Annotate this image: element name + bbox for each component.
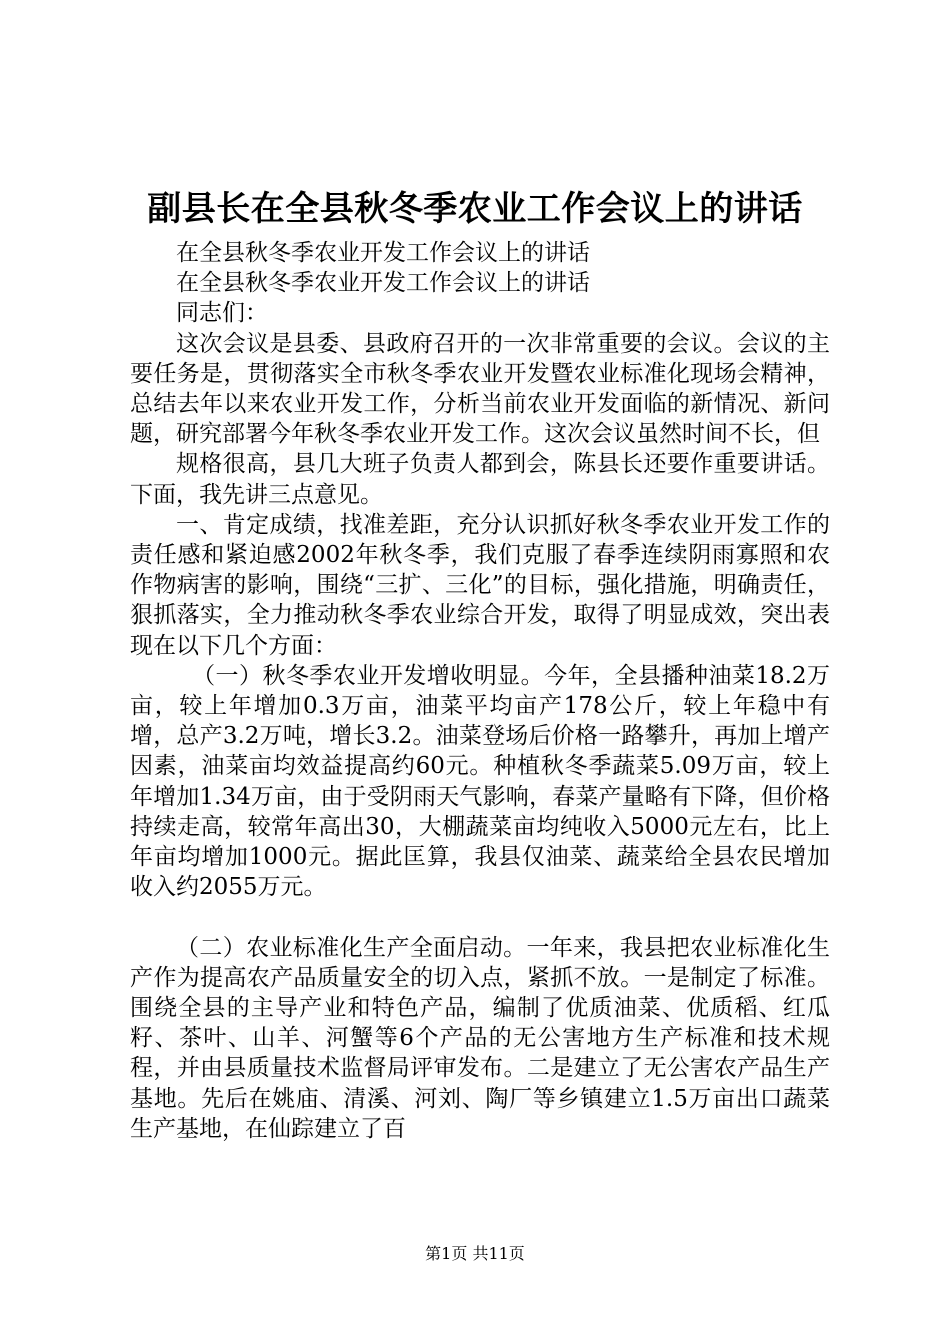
subsection-paragraph: （一）秋冬季农业开发增收明显。今年，全县播种油菜18.2万亩，较上年增加0.3万亩，油菜平均亩产178公斤，较上年稳中有增，总产3.2万吨，增长3.2。油菜登场后价格一路攀升，再加上增产因素，油菜亩均效益提高约60元。种植秋冬季蔬菜5.09万亩，较上年增加1.34万亩，由于受阴雨天气影响，春菜产量略有下降，但价格持续走高，较常年高出30，大棚蔬菜亩均纯收入5000元左右，比上年亩均增加1000元。据此匡算，我县仅油菜、蔬菜给全县农民增加收入约2055万元。 xyxy=(130,662,830,901)
section-heading-paragraph: 一、肯定成绩，找准差距，充分认识抓好秋冬季农业开发工作的责任感和紧迫感2002年秋冬季，我们克服了春季连续阴雨寡照和农作物病害的影响，围绕“三扩、三化”的目标，强化措施，明确责任，狠抓落实，全力推动秋冬季农业综合开发，取得了明显成效，突出表现在以下几个方面： xyxy=(130,511,830,659)
body-paragraph: 规格很高，县几大班子负责人都到会，陈县长还要作重要讲话。下面，我先讲三点意见。 xyxy=(130,451,830,508)
subtitle-line: 在全县秋冬季农业开发工作会议上的讲话 xyxy=(176,240,590,266)
document-title: 副县长在全县秋冬季农业工作会议上的讲话 xyxy=(147,189,803,229)
subtitle-line: 在全县秋冬季农业开发工作会议上的讲话 xyxy=(176,270,590,297)
subsection-paragraph: （二）农业标准化生产全面启动。一年来，我县把农业标准化生产作为提高农产品质量安全的切入点，紧抓不放。一是制定了标准。围绕全县的主导产业和特色产品，编制了优质油菜、优质稻、红瓜籽、茶叶、山羊、河蟹等6个产品的无公害地方生产标准和技术规程，并由县质量技术监督局评审发布。二是建立了无公害农产品生产基地。先后在姚庙、清溪、河刘、陶厂等乡镇建立1.5万亩出口蔬菜生产基地，在仙踪建立了百 xyxy=(130,934,830,1142)
page-footer: 第1页 共11页 xyxy=(425,1244,525,1263)
salutation: 同志们： xyxy=(176,300,268,327)
body-paragraph: 这次会议是县委、县政府召开的一次非常重要的会议。会议的主要任务是，贯彻落实全市秋冬季农业开发暨农业标准化现场会精神，总结去年以来农业开发工作，分析当前农业开发面临的新情况、新问题，研究部署今年秋冬季农业开发工作。这次会议虽然时间不长，但 xyxy=(130,330,830,448)
document-body xyxy=(130,238,830,1144)
